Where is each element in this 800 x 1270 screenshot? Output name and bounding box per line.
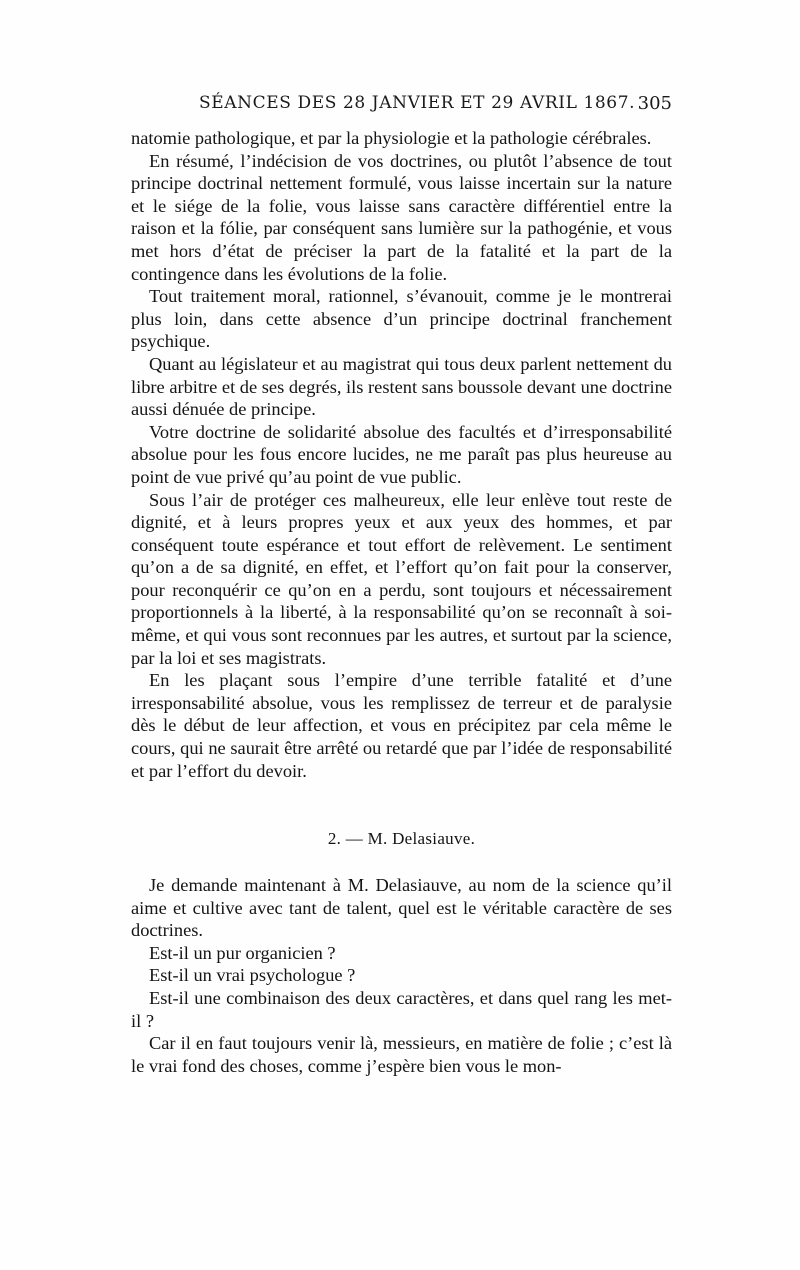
paragraph: Car il en faut toujours venir là, messieurs, en matière de folie ; c’est là le vrai fond des choses, comme j’espère bien vous le mon- [131, 1033, 672, 1076]
paragraph: Sous l’air de protéger ces malheureux, elle leur enlève tout reste de dignité, et à leurs propres yeux et aux yeux des hommes, et par conséquent toute espérance et tout effort de relèvement. Le sentiment qu’on a de sa dignité, en effet, et l’effort qu’on fait pour la conserver, pour reconquérir ce qu’on en a perdu, sont toujours et nécessairement proportionnels à la liberté, à la responsabilité qu’on se reconnaît à soi-même, et qui vous sont reconnues par les autres, et surtout par la science, par la loi et ses magistrats. [131, 489, 672, 668]
paragraph: Est-il une combinaison des deux caractères, et dans quel rang les met-il ? [131, 987, 672, 1031]
paragraph: En résumé, l’indécision de vos doctrines, ou plutôt l’absence de tout principe doctrinal nettement formulé, vous laisse incertain sur la nature et le siége de la folie, vous laisse sans caractère différentiel entre la raison et la fólie, par conséquent sans lumière sur la pathogénie, et vous met hors d’état de préciser la part de la fatalité et la part de la contingence dans les évolutions de la folie. [131, 150, 672, 284]
running-title: SÉANCES DES 28 JANVIER ET 29 AVRIL 1867. [199, 93, 636, 113]
paragraph: Votre doctrine de solidarité absolue des facultés et d’irresponsabilité absolue pour les fous encore lucides, ne me paraît pas plus heureuse au point de vue privé qu’au point de vue public. [131, 421, 672, 487]
body-text [131, 127, 672, 782]
paragraph: Est-il un vrai psychologue ? [149, 965, 356, 986]
paragraph: natomie pathologique, et par la physiologie et la pathologie cérébrales. [131, 128, 652, 148]
body-text-section-2 [131, 874, 672, 1077]
paragraph: Tout traitement moral, rationnel, s’évanouit, comme je le montrerai plus loin, dans cette absence d’un principe doctrinal franchement psychique. [131, 286, 672, 352]
page-number: 305 [637, 93, 672, 114]
paragraph: Je demande maintenant à M. Delasiauve, au nom de la science qu’il aime et cultive avec tant de talent, quel est le véritable caractère de ses doctrines. [131, 875, 672, 941]
section-heading: 2. — M. Delasiauve. [327, 829, 476, 848]
paragraph: Est-il un pur organicien ? [149, 942, 336, 963]
running-header [131, 93, 672, 121]
paragraph: En les plaçant sous l’empire d’une terrible fatalité et d’une irresponsabilité absolue, vous les remplissez de terreur et de paralysie dès le début de leur affection, et vous en précipitez par cela même le cours, qui ne saurait être arrêté ou retardé que par l’idée de responsabilité et par l’effort du devoir. [131, 670, 672, 781]
paragraph: Quant au législateur et au magistrat qui tous deux parlent nettement du libre arbitre et de ses degrés, ils restent sans boussole devant une doctrine aussi dénuée de principe. [131, 353, 672, 420]
